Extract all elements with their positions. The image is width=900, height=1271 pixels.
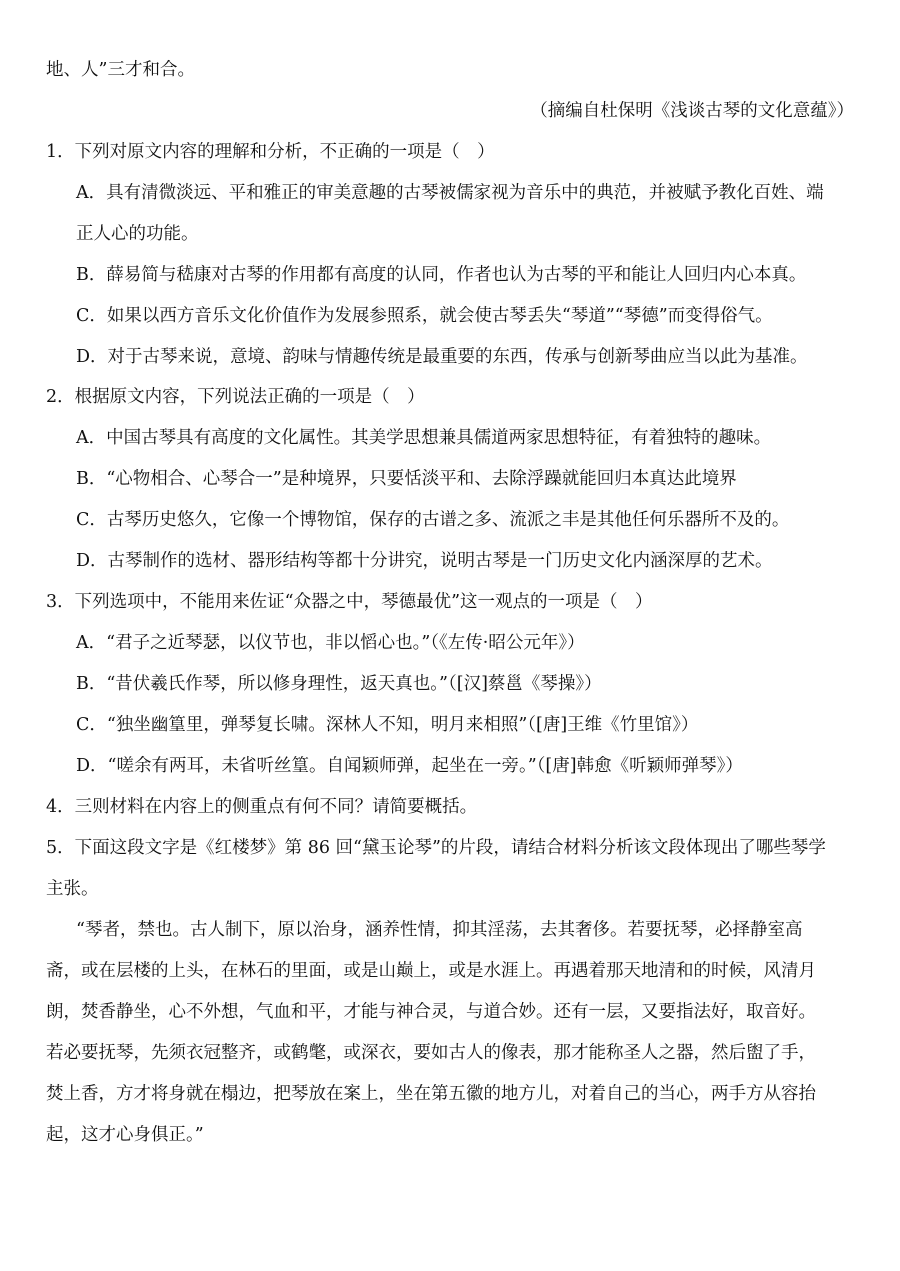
question-1-option-c: C．如果以西方音乐文化价值作为发展参照系，就会使古琴丢失“琴道”“琴德”而变得俗气。 [76,306,773,326]
question-5-stem-line2: 主张。 [46,879,99,899]
question-4-stem: 4．三则材料在内容上的侧重点有何不同？请简要概括。 [46,797,478,817]
source-citation: （摘编自杜保明《浅谈古琴的文化意蕴》） [530,101,854,121]
quote-line-5: 焚上香，方才将身就在榻边，把琴放在案上，坐在第五徽的地方儿，对着自己的当心，两手方从容抬 [46,1084,816,1104]
question-1-stem: 1．下列对原文内容的理解和分析，不正确的一项是（ ） [46,142,495,162]
question-5-stem-line1: 5．下面这段文字是《红楼梦》第 86 回“黛玉论琴”的片段，请结合材料分析该文段体现出了哪些琴学 [46,838,826,858]
question-2-option-a: A．中国古琴具有高度的文化属性。其美学思想兼具儒道两家思想特征，有着独特的趣味。 [76,428,772,448]
quote-line-3: 朗，焚香静坐，心不外想，气血和平，才能与神合灵，与道合妙。还有一层，又要指法好，取音好。 [46,1002,816,1022]
quote-line-6: 起，这才心身俱正。” [46,1125,204,1145]
question-2-option-d: D．古琴制作的选材、器形结构等都十分讲究，说明古琴是一门历史文化内涵深厚的艺术。 [76,551,773,571]
quote-line-1: “琴者，禁也。古人制下，原以治身，涵养性情，抑其淫荡，去其奢侈。若要抚琴，必择静室高 [76,920,803,940]
question-3-option-b: B．“昔伏羲氏作琴，所以修身理性，返天真也。”（[汉]蔡邕《琴操》） [76,674,602,694]
question-2-option-c: C．古琴历史悠久，它像一个博物馆，保存的古谱之多、流派之丰是其他任何乐器所不及的。 [76,510,790,530]
question-3-option-c: C．“独坐幽篁里，弹琴复长啸。深林人不知，明月来相照”（[唐]王维《竹里馆》） [76,715,699,735]
question-3-option-a: A．“君子之近琴瑟，以仪节也，非以慆心也。”（《左传·昭公元年》） [76,633,585,653]
lead-line: 地、人”三才和合。 [46,60,195,80]
question-1-option-b: B．薛易简与嵇康对古琴的作用都有高度的认同，作者也认为古琴的平和能让人回归内心本真。 [76,265,807,285]
question-1-option-a-line2: 正人心的功能。 [76,224,199,244]
question-1-option-d: D．对于古琴来说，意境、韵味与情趣传统是最重要的东西，传承与创新琴曲应当以此为基准。 [76,347,808,367]
question-2-option-b: B．“心物相合、心琴合一”是种境界，只要恬淡平和、去除浮躁就能回归本真达此境界 [76,469,737,489]
question-3-stem: 3．下列选项中，不能用来佐证“众器之中，琴德最优”这一观点的一项是（ ） [46,592,653,612]
quote-line-2: 斋，或在层楼的上头，在林石的里面，或是山巅上，或是水涯上。再遇着那天地清和的时候，风清月 [46,961,816,981]
question-1-option-a-line1: A．具有清微淡远、平和雅正的审美意趣的古琴被儒家视为音乐中的典范，并被赋予教化百姓、端 [76,183,824,203]
question-2-stem: 2．根据原文内容，下列说法正确的一项是（ ） [46,387,425,407]
question-3-option-d: D．“嗟余有两耳，未省听丝篁。自闻颖师弹，起坐在一旁。”（[唐]韩愈《听颖师弹琴》） [76,756,743,776]
quote-line-4: 若必要抚琴，先须衣冠整齐，或鹤氅，或深衣，要如古人的像表，那才能称圣人之器，然后盥了手， [46,1043,816,1063]
